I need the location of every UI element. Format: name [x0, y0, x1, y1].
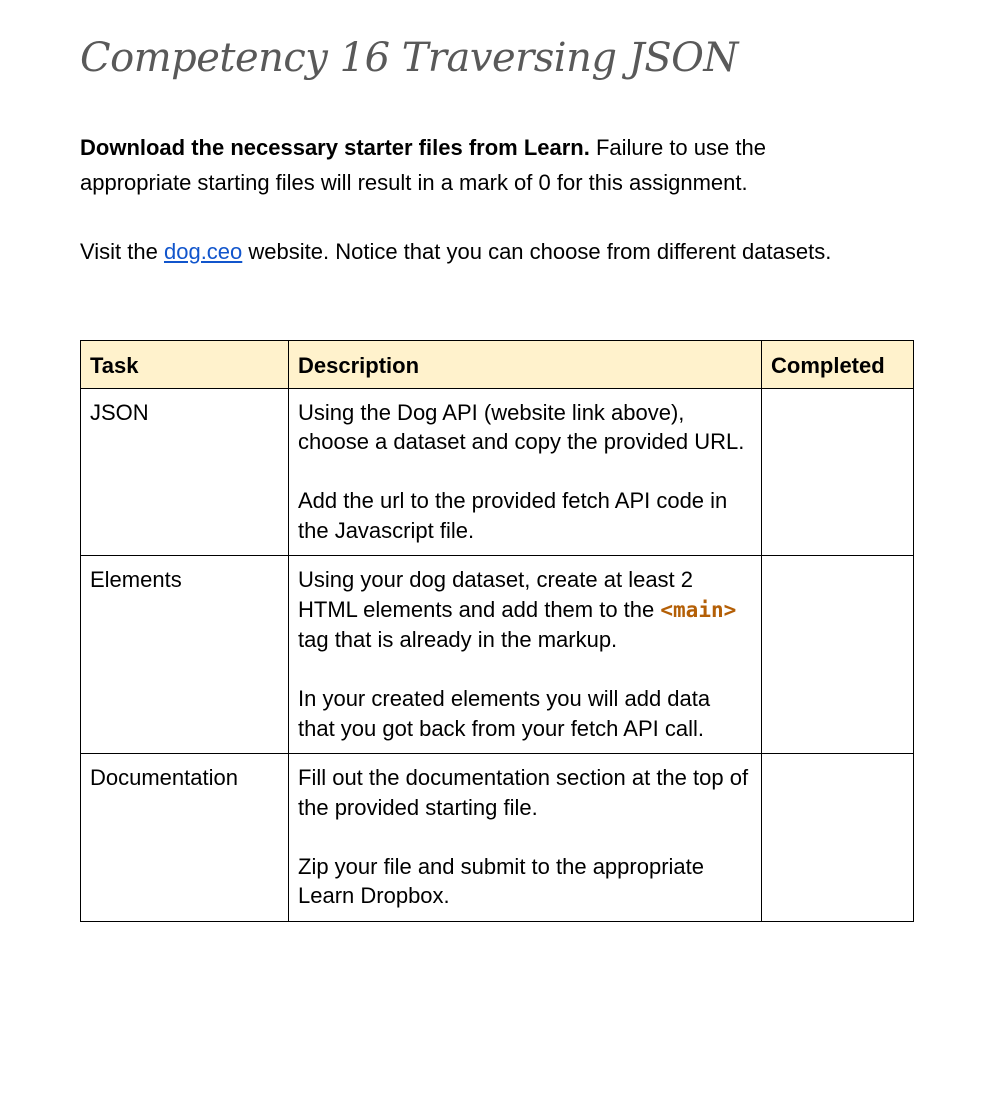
description-paragraph: In your created elements you will add data that you got back from your fetch API call. [298, 686, 711, 741]
page-title: Competency 16 Traversing JSON [80, 35, 738, 81]
completed-cell-json[interactable] [762, 388, 914, 556]
header-completed: Completed [762, 341, 914, 389]
dog-ceo-link[interactable]: dog.ceo [163, 239, 243, 264]
description-paragraph: Using the Dog API (website link above), choose a dataset and copy the provided URL. [298, 399, 745, 454]
table-row [81, 754, 914, 922]
visit-before-link: Visit the [80, 239, 164, 264]
table-header-row [81, 341, 914, 389]
intro-bold-text: Download the necessary starter files from Learn. [80, 135, 590, 160]
header-task: Task [81, 341, 289, 389]
description-text: tag that is already in the markup. [298, 627, 618, 652]
task-cell-elements: Elements [81, 556, 289, 754]
completed-cell-documentation[interactable] [762, 754, 914, 922]
description-paragraph: Fill out the documentation section at the top of the provided starting file. [298, 765, 749, 820]
description-cell-elements [289, 556, 762, 754]
task-cell-documentation: Documentation [81, 754, 289, 922]
description-cell-documentation [289, 754, 762, 922]
intro-rest-text: Failure to use the appropriate starting files will result in a mark of 0 for this assignment. [80, 135, 766, 195]
header-description: Description [289, 341, 762, 389]
description-cell-json [289, 388, 762, 556]
table-row [81, 388, 914, 556]
description-paragraph [298, 565, 752, 655]
intro-paragraph [80, 130, 880, 200]
visit-after-link: website. Notice that you can choose from different datasets. [242, 239, 832, 264]
completed-cell-elements[interactable] [762, 556, 914, 754]
description-paragraph: Zip your file and submit to the appropriate Learn Dropbox. [298, 853, 705, 908]
task-table [80, 340, 914, 922]
description-text: Using your dog dataset, create at least 2 HTML elements and add them to the [298, 567, 694, 622]
visit-paragraph [80, 234, 880, 269]
description-paragraph: Add the url to the provided fetch API code in the Javascript file. [298, 488, 728, 543]
table-row [81, 556, 914, 754]
task-cell-json: JSON [81, 388, 289, 556]
main-tag-code: <main> [660, 597, 737, 622]
